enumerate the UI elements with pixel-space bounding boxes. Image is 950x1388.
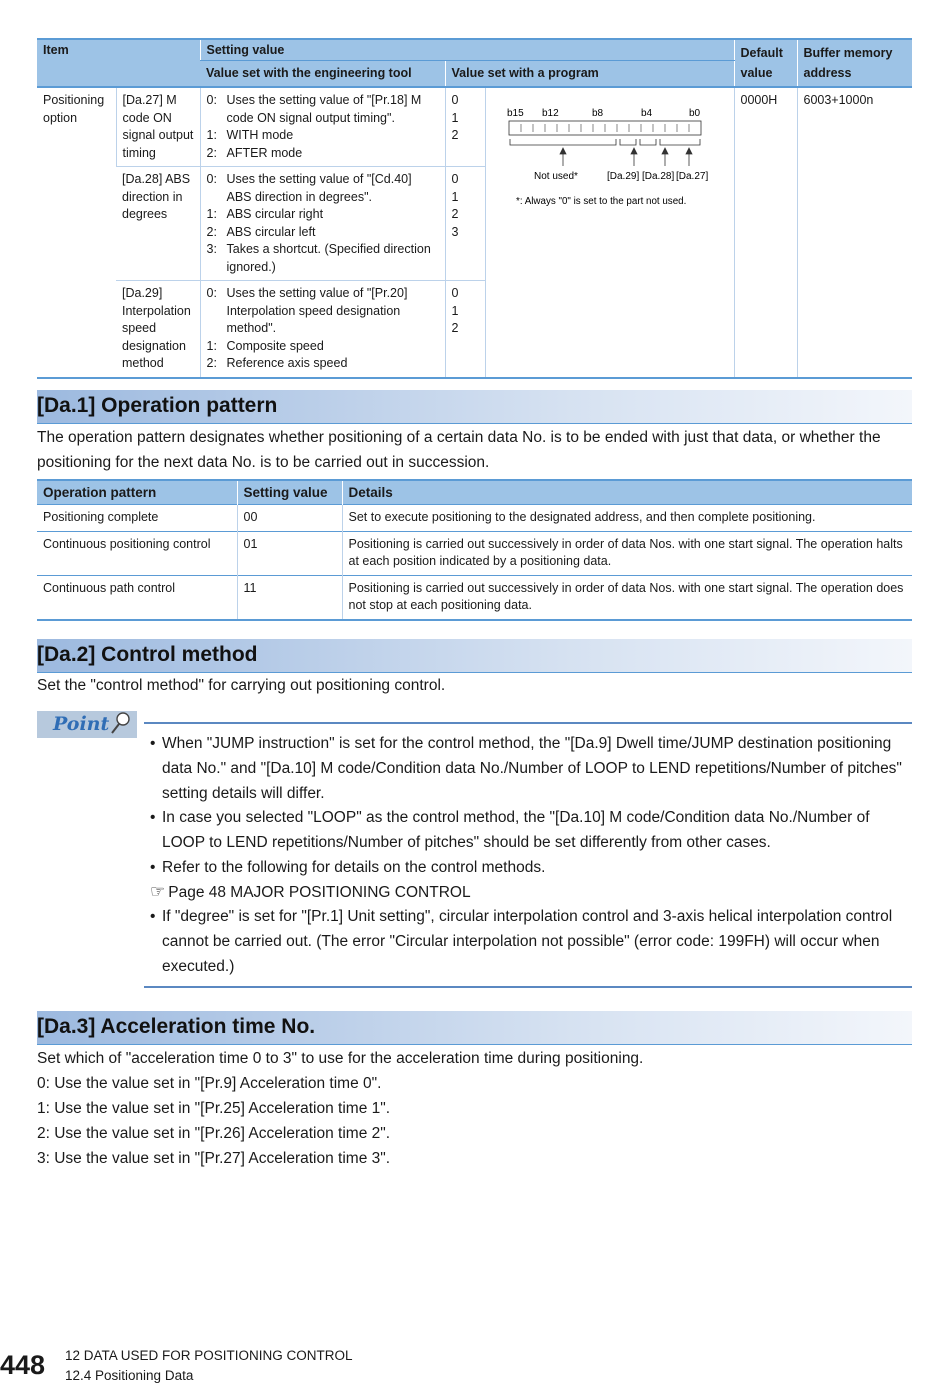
point-item: • In case you selected "LOOP" as the control method, the "[Da.10] M code/Condition data No./Number of LOOP to LEND repetitions/Number of pitches" should be set differently from other cases. (150, 809, 870, 851)
arrows (560, 148, 692, 166)
bracket-lines (510, 139, 700, 145)
values-cell: 0 1 2 3 (445, 167, 485, 281)
options-cell: 0: Uses the setting value of "[Cd.40] ABS direction in degrees". 1: ABS circular right 2: ABS circular left 3: Takes a shortcut. (Specified direction ignored.) (200, 167, 445, 281)
group-label: Positioning option (37, 87, 116, 378)
header-program: Value set with a program (445, 61, 734, 87)
bit-label: b8 (591, 108, 603, 119)
header-engineering-tool: Value set with the engineering tool (200, 61, 445, 87)
table-row (37, 87, 912, 167)
values-cell: 0 1 2 (445, 281, 485, 378)
point-divider-bottom (144, 986, 912, 988)
buffer-memory-cell: 6003+1000n (797, 87, 912, 378)
point-reference[interactable] (150, 879, 910, 905)
section-header-da1 (37, 390, 912, 424)
magnifier-icon (109, 711, 133, 737)
operation-pattern-table (37, 479, 912, 621)
bit-diagram (486, 88, 735, 238)
header-item: Item (37, 39, 200, 87)
header-default-value: Default value (734, 39, 797, 87)
header-buffer-memory: Buffer memory address (797, 39, 912, 87)
diagram-label-da27: [Da.27] (675, 171, 708, 182)
options-cell: 0: Uses the setting value of "[Pr.18] M code ON signal output timing". 1: WITH mode 2: AFTER mode (200, 87, 445, 167)
section-title: [Da.2] Control method (37, 643, 258, 666)
footer-section: 12.4 Positioning Data (65, 1368, 194, 1383)
header-setting-value: Setting value (237, 480, 342, 505)
bit-diagram-cell (485, 87, 734, 378)
bit-label: b15 (506, 108, 524, 119)
diagram-note: *: Always "0" is set to the part not used. (515, 196, 686, 207)
bit-label: b0 (688, 108, 700, 119)
point-item: • When "JUMP instruction" is set for the control method, the "[Da.9] Dwell time/JUMP destination positioning data No." and "[Da.10] M code/Condition data No./Number of LOOP to LEND repetitions/Number of pitches" setting details will differ. (150, 735, 902, 802)
table-row: Continuous positioning control 01 Positioning is carried out successively in order of data Nos. with one start signal. The operation halts at each position indicated by a positioning data. (37, 531, 912, 575)
item-cell: [Da.28] ABS direction in degrees (116, 167, 200, 281)
reference-link[interactable]: Page 48 MAJOR POSITIONING CONTROL (168, 884, 471, 901)
point-divider-top (144, 722, 912, 724)
table-row: Continuous path control 11 Positioning is carried out successively in order of data Nos. with one start signal. The operation does not stop at each positioning data. (37, 575, 912, 620)
options-cell: 0: Uses the setting value of "[Pr.20] Interpolation speed designation method". 1: Composite speed 2: Reference axis speed (200, 281, 445, 378)
table-row: Positioning complete 00 Set to execute positioning to the designated address, and then complete positioning. (37, 505, 912, 532)
section-header-da2 (37, 639, 912, 673)
diagram-label-da29: [Da.29] (606, 171, 639, 182)
item-cell: [Da.29] Interpolation speed designation method (116, 281, 200, 378)
positioning-option-table (37, 38, 912, 379)
bit-ticks (521, 124, 689, 132)
diagram-label-not-used: Not used* (533, 171, 578, 182)
section-title: [Da.1] Operation pattern (37, 394, 278, 417)
page-number: 448 (0, 1350, 46, 1380)
default-value-cell: 0000H (734, 87, 797, 378)
section-title: [Da.3] Acceleration time No. (37, 1015, 316, 1038)
bit-label: b4 (640, 108, 652, 119)
point-item: • Refer to the following for details on the control methods. (150, 859, 546, 876)
values-cell: 0 1 2 (445, 87, 485, 167)
point-badge (37, 711, 137, 738)
bit-label: b12 (541, 108, 559, 119)
point-label: Point (53, 713, 110, 735)
diagram-label-da28: [Da.28] (641, 171, 674, 182)
footer-chapter: 12 DATA USED FOR POSITIONING CONTROL (65, 1348, 353, 1363)
da1-description: The operation pattern designates whether positioning of a certain data No. is to be ended with just that data, or whether the positioning for the next data No. is to be carried out in succession. (37, 429, 881, 471)
da3-description: Set which of "acceleration time 0 to 3" to use for the acceleration time during positioning. 0: Use the value set in "[Pr.9] Acceleration time 0". 1: Use the value set in "[Pr.25] Acceleration time 1". 2: Use the value set in "[Pr.26] Acceleration time 2". 3: Use the value set in "[Pr.27] Acceleration time 3". (37, 1050, 644, 1167)
header-details: Details (342, 480, 912, 505)
pointing-hand-icon: ☞ (150, 882, 166, 901)
point-item: • If "degree" is set for "[Pr.1] Unit setting", circular interpolation control and 3-axis helical interpolation control cannot be carried out. (The error "Circular interpolation not possible" (error code: 199FH) will occur when executed.) (150, 908, 893, 975)
da2-description: Set the "control method" for carrying out positioning control. (37, 677, 446, 694)
header-operation-pattern: Operation pattern (37, 480, 237, 505)
header-setting-value: Setting value (200, 39, 734, 61)
item-cell: [Da.27] M code ON signal output timing (116, 87, 200, 167)
section-header-da3 (37, 1011, 912, 1045)
